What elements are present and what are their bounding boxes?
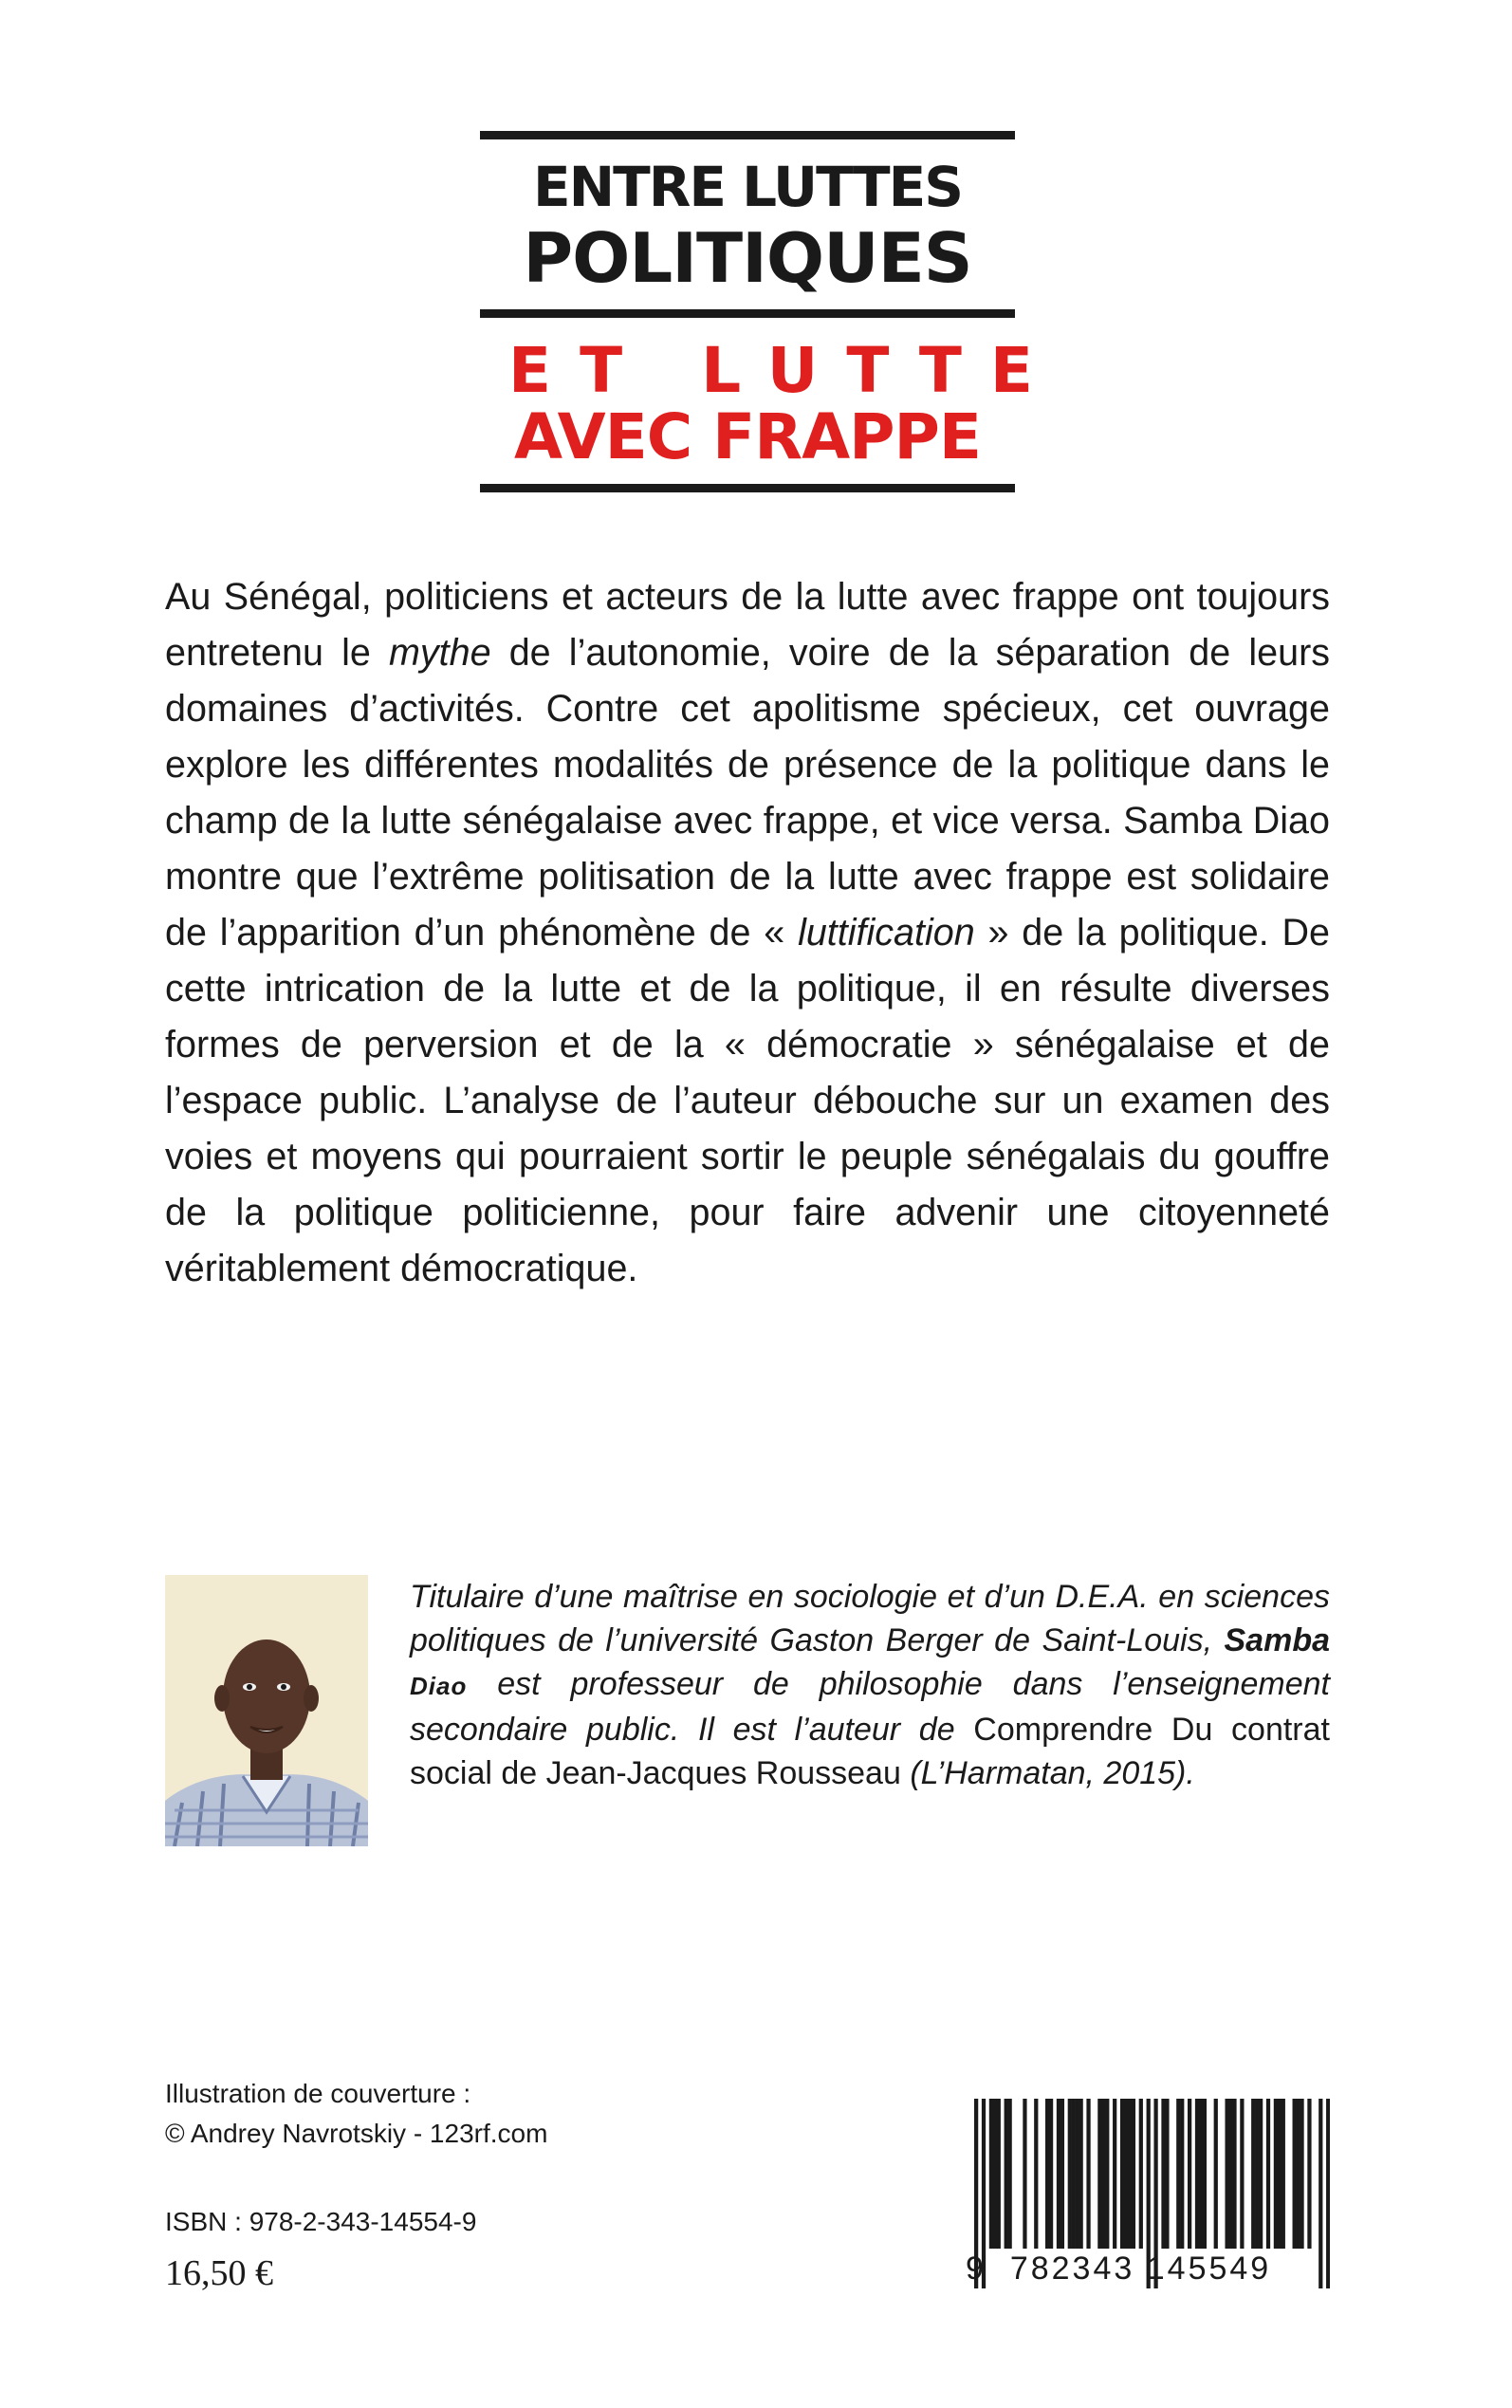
title-line-4: AVEC FRAPPE [514,400,981,473]
barcode-bar [1128,2099,1132,2249]
barcode-bar [1139,2099,1143,2249]
barcode-bar [1188,2099,1191,2249]
barcode-bar [1101,2099,1105,2249]
barcode-bar [989,2099,993,2249]
barcode-bar [1057,2099,1060,2249]
barcode-bar [1005,2099,1008,2249]
barcode-bar [1266,2099,1270,2249]
isbn: ISBN : 978-2-343-14554-9 [165,2207,477,2236]
barcode-bar [1124,2099,1128,2249]
title-rule-top [480,131,1015,139]
barcode-bar [1282,2099,1285,2249]
barcode-bar [1199,2099,1203,2249]
barcode-bar [1113,2099,1116,2249]
price: 16,50 € [165,2253,273,2293]
barcode-bar [1232,2099,1236,2249]
barcode-bar [1079,2099,1083,2249]
barcode-bar [997,2099,1001,2249]
author-bio: Titulaire d’une maîtrise en sociologie et d’un D.E.A. en sciences politiques de l’université Gaston Berger de Saint-Louis, Samba Diao est professeur de philosophie dans l’enseignement secondaire public. Il est l’auteur de Comprendre Du contrat social de Jean-Jacques Rousseau (L’Harmatan, 2015). [410,1579,1330,1791]
barcode-bar [1307,2099,1311,2249]
barcode-bar [1097,2099,1101,2249]
barcode-bar [1132,2099,1135,2249]
barcode-bar [1120,2099,1124,2249]
barcode-bar [1214,2099,1218,2249]
barcode-bar [1225,2099,1228,2249]
credit-value: © Andrey Navrotskiy - 123rf.com [165,2119,548,2148]
barcode-bar [1076,2099,1079,2249]
title-rule-bottom [480,484,1015,492]
barcode-bar [1105,2099,1109,2249]
barcode-bar [1296,2099,1300,2249]
barcode-bar [1180,2099,1184,2249]
barcode-bar [1300,2099,1303,2249]
barcode-bar [1023,2099,1026,2249]
barcode-bar [1255,2099,1259,2249]
barcode-bar [1228,2099,1232,2249]
barcode-bar [1161,2099,1165,2249]
summary-text: Au Sénégal, politiciens et acteurs de la lutte avec frappe ont toujours entretenu le mythe de l’autonomie, voire de la séparation de leurs domaines d’activités. Contre cet apolitisme spécieux, cet ouvrage explore les différentes modalités de présence de la politique dans le champ de la lutte sénégalaise avec frappe, et vice versa. Samba Diao montre que l’extrême politisation de la lutte avec frappe est solidaire de l’apparition d’un phénomène de « luttification » de la politique. De cette intrication de la lutte et de la politique, il en résulte diverses formes de perversion et de la « démocratie » sénégalaise et de l’espace public. L’analyse de l’auteur débouche sur un examen des voies et moyens qui pourraient sortir le peuple sénégalais du gouffre de la politique politicienne, pour faire advenir une citoyenneté véritablement démocratique. [165,576,1330,1289]
barcode-bar [1195,2099,1199,2249]
title-line-2: POLITIQUES [523,218,972,298]
barcode-bar [1259,2099,1263,2249]
barcode-bar [1240,2099,1244,2249]
barcode-bar [1072,2099,1076,2249]
barcode-bar [1008,2099,1012,2249]
barcode-bar [1045,2099,1049,2249]
barcode-bar [1165,2099,1169,2249]
barcode-bar [1274,2099,1278,2249]
cover-illustration-credit [165,2074,547,2154]
barcode-bar [1251,2099,1255,2249]
title-line-3: ET LUTTE [508,334,1062,407]
barcode-bar [1278,2099,1282,2249]
title-rule-middle [480,309,1015,318]
barcode-bar [1086,2099,1090,2249]
barcode-bar [1068,2099,1072,2249]
barcode-bar [1203,2099,1207,2249]
title-line-1: ENTRE LUTTES [532,155,963,219]
barcode-bar [1034,2099,1038,2249]
barcode-bar [993,2099,997,2249]
author-photo [165,1575,368,1846]
barcode-bar [1176,2099,1180,2249]
barcode-bar [1049,2099,1053,2249]
barcode-bar [1060,2099,1064,2249]
credit-label: Illustration de couverture : [165,2079,471,2108]
barcode-number: 9 782343 145549 [966,2251,1272,2287]
barcode-bar [1293,2099,1297,2249]
